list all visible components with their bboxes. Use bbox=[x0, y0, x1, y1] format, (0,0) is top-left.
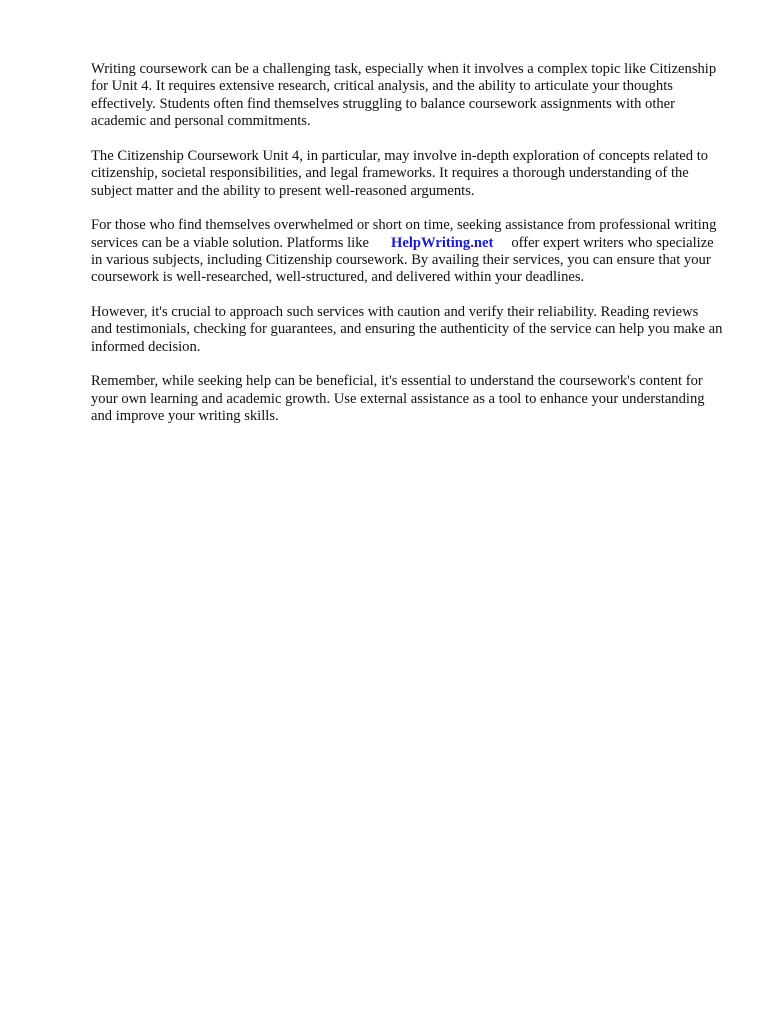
paragraph-assistance-after: offer expert writers who specialize in various subjects, including Citizenship coursework. By availing their services, you can ensure that your coursework is well-researched, well-structured, and delivered within your deadlines. bbox=[91, 234, 714, 286]
helpwriting-link[interactable]: HelpWriting.net bbox=[391, 234, 494, 251]
paragraph-caution: However, it's crucial to approach such services with caution and verify their reliability. Reading reviews and testimonials, checking for guarantees, and ensuring the authenticity of the service can help you make an informed decision. bbox=[91, 304, 723, 355]
paragraph-intro: Writing coursework can be a challenging task, especially when it involves a complex topic like Citizenship for Unit 4. It requires extensive research, critical analysis, and the ability to articulate your thoughts effectively. Students often find themselves struggling to balance coursework assignments with other academic and personal commitments. bbox=[91, 61, 717, 130]
paragraph-unit4: The Citizenship Coursework Unit 4, in particular, may involve in-depth exploration of concepts related to citizenship, societal responsibilities, and legal frameworks. It requires a thorough understanding of the subject matter and the ability to present well-reasoned arguments. bbox=[91, 147, 709, 199]
paragraph-assistance-before: For those who find themselves overwhelmed or short on time, seeking assistance from professional writing services can be a viable solution. Platforms like bbox=[91, 217, 717, 251]
paragraph-conclusion: Remember, while seeking help can be beneficial, it's essential to understand the coursework's content for your own learning and academic growth. Use external assistance as a tool to enhance your understanding and improve your writing skills. bbox=[91, 373, 705, 425]
paragraph-assistance bbox=[91, 217, 723, 287]
document-body bbox=[91, 61, 723, 426]
